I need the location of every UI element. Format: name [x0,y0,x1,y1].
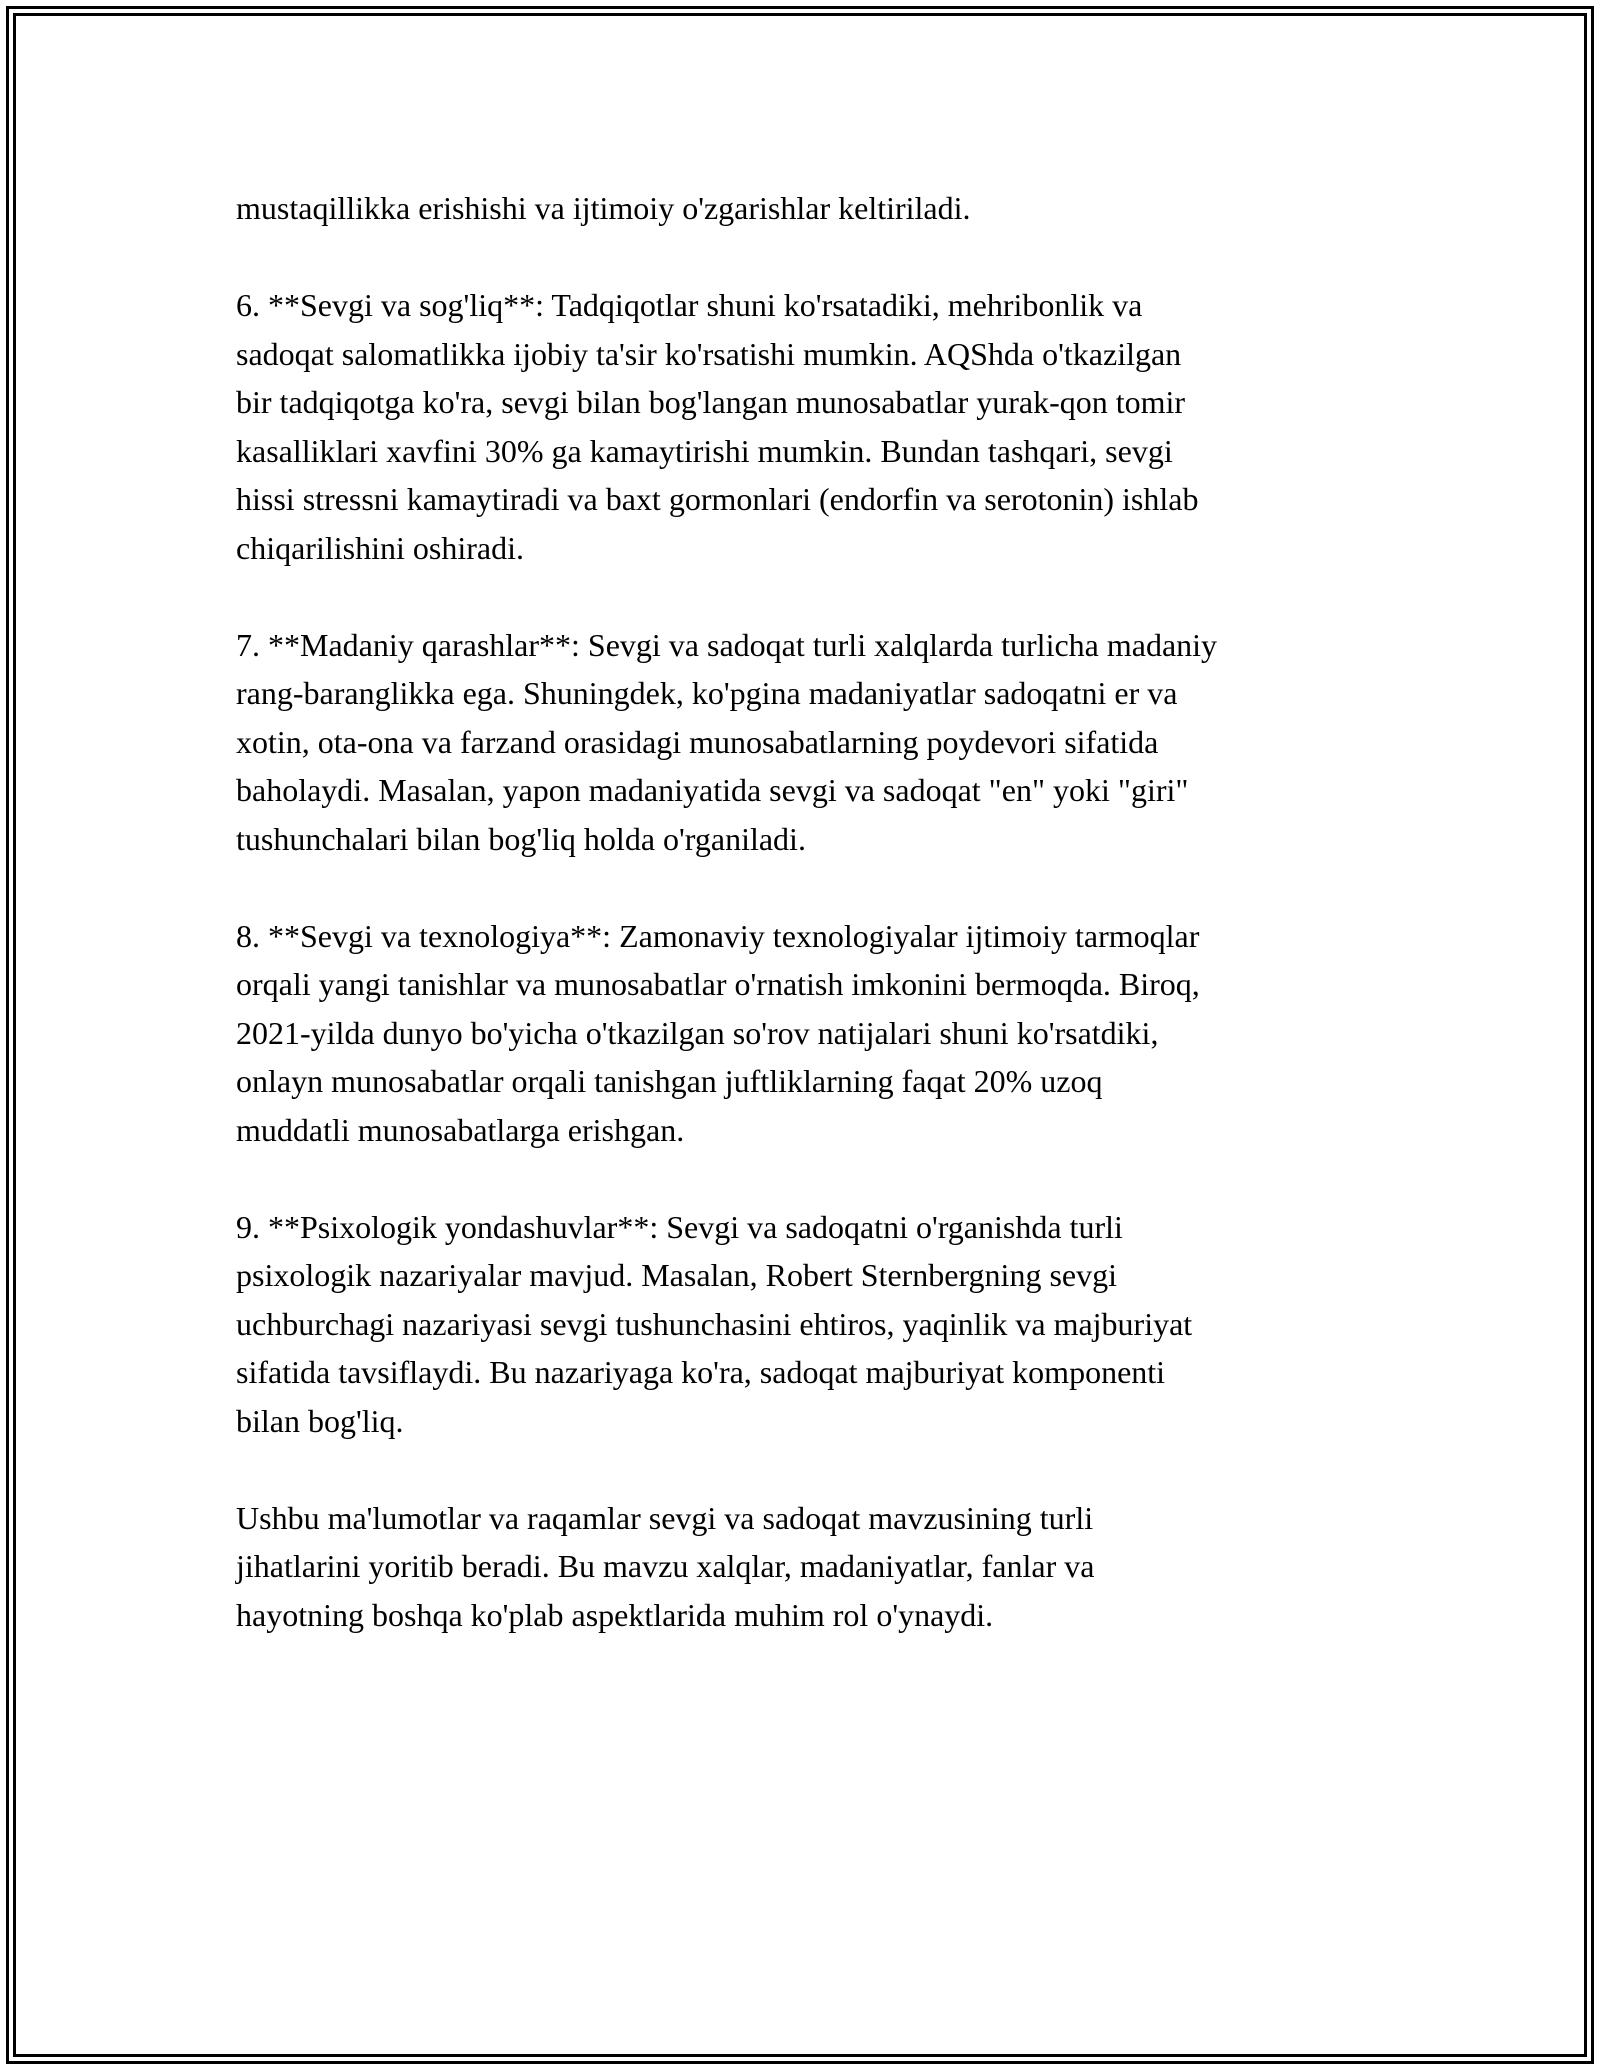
paragraph-love-and-health: 6. **Sevgi va sog'liq**: Tadqiqotlar shuni ko'rsatadiki, mehribonlik va sadoqat salomatlikka ijobiy ta'sir ko'rsatishi mumkin. AQShda o'tkazilgan bir tadqiqotga ko'ra, sevgi bilan bog'langan munosabatlar yurak-qon tomir kasalliklari xavfini 30% ga kamaytirishi mumkin. Bundan tashqari, sevgi hissi stressni kamaytiradi va baxt gormonlari (endorfin va serotonin) ishlab chiqarilishini oshiradi. [236,287,1199,566]
paragraph-intro-continuation: mustaqillikka erishishi va ijtimoiy o'zgarishlar keltiriladi. [236,190,971,226]
document-body [236,184,1396,1688]
paragraph-psychological-approaches: 9. **Psixologik yondashuvlar**: Sevgi va sadoqatni o'rganishda turli psixologik nazariyalar mavjud. Masalan, Robert Sternbergning sevgi uchburchagi nazariyasi sevgi tushunchasini ehtiros, yaqinlik va majburiyat sifatida tavsiflaydi. Bu nazariyaga ko'ra, sadoqat majburiyat komponenti bilan bog'liq. [236,1208,1193,1439]
paragraph-conclusion: Ushbu ma'lumotlar va raqamlar sevgi va sadoqat mavzusining turli jihatlarini yoritib beradi. Bu mavzu xalqlar, madaniyatlar, fanlar va hayotning boshqa ko'plab aspektlarida muhim rol o'ynaydi. [236,1499,1095,1633]
paragraph-love-and-technology: 8. **Sevgi va texnologiya**: Zamonaviy texnologiyalar ijtimoiy tarmoqlar orqali yangi tanishlar va munosabatlar o'rnatish imkonini bermoqda. Biroq, 2021-yilda dunyo bo'yicha o'tkazilgan so'rov natijalari shuni ko'rsatdiki, onlayn munosabatlar orqali tanishgan juftliklarning faqat 20% uzoq muddatli munosabatlarga erishgan. [236,917,1200,1148]
paragraph-cultural-views: 7. **Madaniy qarashlar**: Sevgi va sadoqat turli xalqlarda turlicha madaniy rang-baranglikka ega. Shuningdek, ko'pgina madaniyatlar sadoqatni er va xotin, ota-ona va farzand orasidagi munosabatlarning poydevori sifatida baholaydi. Masalan, yapon madaniyatida sevgi va sadoqat "en" yoki "giri" tushunchalari bilan bog'liq holda o'rganiladi. [236,626,1218,857]
